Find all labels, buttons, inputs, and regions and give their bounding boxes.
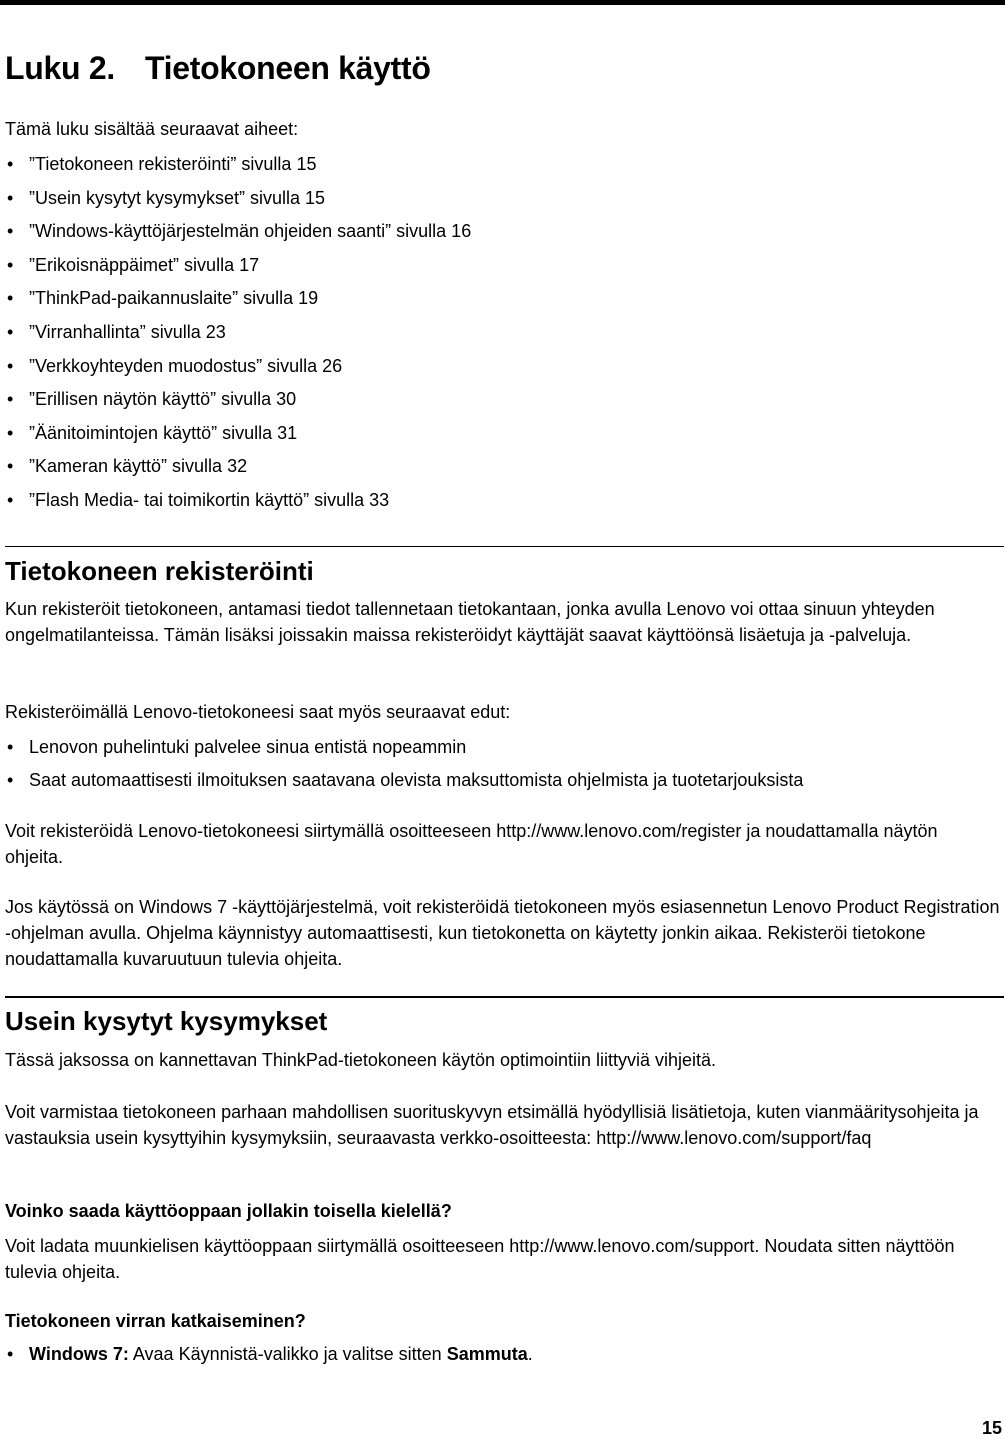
faq-question-1-block [5,1198,1000,1224]
topic-link[interactable]: • ”Äänitoimintojen käyttö” sivulla 31 [5,417,1000,451]
benefit-list [5,731,1000,797]
registration-para-3: Voit rekisteröidä Lenovo-tietokoneesi siirtymällä osoitteeseen http://www.lenovo.com/register ja noudattamalla näytön ohjeita. [5,821,938,867]
faq-answer-1-block [5,1233,1000,1285]
topic-link[interactable]: • ”Usein kysytyt kysymykset” sivulla 15 [5,182,1000,216]
topic-link[interactable]: • ”Windows-käyttöjärjestelmän ohjeiden saanti” sivulla 16 [5,215,1000,249]
chapter-intro-block [5,116,1000,142]
registration-para-3-block [5,818,1000,870]
benefit-list-block [5,731,1000,797]
shutdown-term: Sammuta [446,1344,528,1364]
page-number: 15 [981,1418,1002,1438]
faq-para-1: Tässä jaksossa on kannettavan ThinkPad-tietokoneen käytön optimointiin liittyviä vihjeitä. [5,1050,717,1070]
faq-para-1-block [5,1047,1000,1073]
faq-question-2: Tietokoneen virran katkaiseminen? [5,1311,306,1331]
topic-list [5,148,1000,518]
registration-para-2: Rekisteröimällä Lenovo-tietokoneesi saat myös seuraavat edut: [5,702,511,722]
list-item [5,1338,1000,1372]
registration-para-2-block [5,699,1000,725]
top-rule [0,0,1005,5]
faq-answer-list [5,1338,1000,1372]
topic-link[interactable]: • ”Verkkoyhteyden muodostus” sivulla 26 [5,350,1000,384]
instruction-text: Avaa Käynnistä-valikko ja valitse sitten [132,1344,442,1364]
registration-para-4-block [5,894,1000,972]
chapter-intro: Tämä luku sisältää seuraavat aiheet: [5,119,299,139]
faq-answer-1: Voit ladata muunkielisen käyttöoppaan siirtymällä osoitteeseen http://www.lenovo.com/support. Noudata sitten näyttöön tulevia ohjeita. [5,1236,955,1282]
chapter-title-text: Tietokoneen käyttö [145,50,431,86]
topic-link[interactable]: • ”Erillisen näytön käyttö” sivulla 30 [5,383,1000,417]
section-divider [5,996,1004,998]
topic-link[interactable]: • ”Flash Media- tai toimikortin käyttö” sivulla 33 [5,484,1000,518]
section-divider [5,546,1004,547]
os-label: Windows 7: [29,1344,129,1364]
faq-para-2: Voit varmistaa tietokoneen parhaan mahdollisen suorituskyvyn etsimällä hyödyllisiä lisätietoja, kuten vianmääritysohjeita ja vastauksia usein kysyttyihin kysymyksiin, seuraavasta verkko-osoitteesta: http://www.lenovo.com/support/faq [5,1102,979,1148]
topic-list-block [5,148,1000,518]
topic-link[interactable]: • ”Kameran käyttö” sivulla 32 [5,450,1000,484]
list-item: • Lenovon puhelintuki palvelee sinua entistä nopeammin [5,731,1000,764]
faq-heading: Usein kysytyt kysymykset [5,1006,328,1036]
list-item: • Saat automaattisesti ilmoituksen saatavana olevista maksuttomista ohjelmista ja tuotetarjouksista [5,764,1000,797]
topic-link[interactable]: • ”Virranhallinta” sivulla 23 [5,316,1000,350]
chapter-title [5,50,431,87]
registration-para-1-block [5,596,1000,648]
faq-question-2-block [5,1308,1000,1334]
faq-question-1: Voinko saada käyttöoppaan jollakin toisella kielellä? [5,1201,452,1221]
topic-link[interactable]: • ”Tietokoneen rekisteröinti” sivulla 15 [5,148,1000,182]
faq-para-2-block [5,1099,1000,1151]
chapter-number: Luku 2. [5,50,115,86]
faq-answer-2-block [5,1338,1000,1372]
topic-link[interactable]: • ”ThinkPad-paikannuslaite” sivulla 19 [5,282,1000,316]
registration-para-1: Kun rekisteröit tietokoneen, antamasi tiedot tallennetaan tietokantaan, jonka avulla Lenovo voi ottaa sinuun yhteyden ongelmatilanteissa. Tämän lisäksi joissakin maissa rekisteröidyt käyttäjät saavat käyttöönsä lisäetuja ja -palveluja. [5,599,935,645]
registration-heading: Tietokoneen rekisteröinti [5,556,314,586]
topic-link[interactable]: • ”Erikoisnäppäimet” sivulla 17 [5,249,1000,283]
registration-para-4: Jos käytössä on Windows 7 -käyttöjärjestelmä, voit rekisteröidä tietokoneen myös esiasennetun Lenovo Product Registration -ohjelman avulla. Ohjelma käynnistyy automaattisesti, kun tietokonetta on käytetty jonkin aikaa. Rekisteröi tietokone noudattamalla kuvaruutuun tulevia ohjeita. [5,897,1000,969]
instruction-end: . [527,1344,533,1364]
